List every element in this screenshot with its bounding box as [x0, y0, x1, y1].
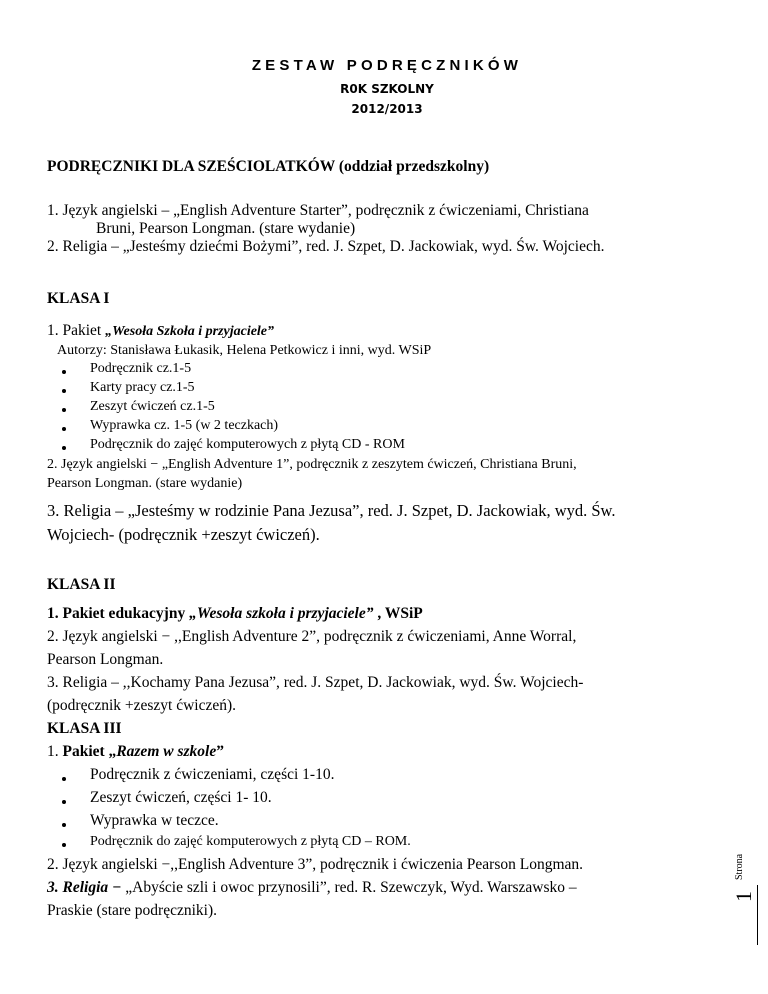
klasa2-item-3-cont: (podręcznik +zeszyt ćwiczeń).	[47, 697, 237, 714]
list-item: Zeszyt ćwiczeń cz.1-5	[90, 399, 215, 414]
klasa1-pakiet-title: „Wesoła Szkoła i przyjaciele”	[105, 324, 275, 339]
klasa3-pakiet-prefix: 1.	[47, 743, 63, 760]
klasa2-item-1-suffix: , WSiP	[373, 605, 423, 622]
bullet-icon	[62, 370, 66, 374]
klasa2-item-1-prefix: 1. Pakiet edukacyjny	[47, 605, 190, 622]
page-number: 1	[731, 891, 756, 902]
list-item: Podręcznik do zajęć komputerowych z płytą CD – ROM.	[90, 834, 411, 849]
list-item: Podręcznik do zajęć komputerowych z płytą CD - ROM	[90, 437, 405, 452]
preschool-item-2: 2. Religia – „Jesteśmy dziećmi Bożymi”, red. J. Szpet, D. Jackowiak, wyd. Św. Wojciech.	[47, 238, 605, 255]
klasa2-item-2-cont: Pearson Longman.	[47, 651, 164, 668]
klasa2-item-3: 3. Religia – ,,Kochamy Pana Jezusa”, red. J. Szpet, D. Jackowiak, wyd. Św. Wojciech-	[47, 674, 584, 691]
bullet-icon	[62, 777, 66, 781]
list-item: Wyprawka w teczce.	[90, 812, 219, 829]
klasa1-item-3: 3. Religia – „Jesteśmy w rodzinie Pana Jezusa”, red. J. Szpet, D. Jackowiak, wyd. Św.	[47, 501, 616, 520]
list-item: Podręcznik cz.1-5	[90, 361, 192, 376]
school-year-label: R0K SZKOLNY	[340, 82, 434, 96]
klasa1-item-2-cont: Pearson Longman. (stare wydanie)	[47, 476, 243, 491]
page-label: Strona	[734, 853, 745, 880]
klasa2-item-1	[47, 605, 737, 623]
bullet-icon	[62, 408, 66, 412]
klasa3-pakiet-close: ”	[216, 743, 224, 760]
bullet-icon	[62, 843, 66, 847]
preschool-item-1-cont: Bruni, Pearson Longman. (stare wydanie)	[96, 220, 356, 237]
bullet-icon	[62, 446, 66, 450]
klasa3-heading: KLASA III	[47, 720, 122, 737]
list-item: Wyprawka cz. 1-5 (w 2 teczkach)	[90, 418, 279, 433]
klasa1-item-3-cont: Wojciech- (podręcznik +zeszyt ćwiczeń).	[47, 525, 320, 544]
bullet-icon	[62, 823, 66, 827]
list-item: Podręcznik z ćwiczeniami, części 1-10.	[90, 766, 335, 783]
preschool-heading: PODRĘCZNIKI DLA SZEŚCIOLATKÓW (oddział przedszkolny)	[47, 158, 490, 175]
klasa3-pakiet-title: Razem w szkole	[116, 743, 217, 760]
klasa3-item-3-text: „Abyście szli i owoc przynosili”, red. R. Szewczyk, Wyd. Warszawsko –	[121, 879, 577, 896]
footer-divider	[757, 885, 758, 945]
list-item: Zeszyt ćwiczeń, części 1- 10.	[90, 789, 272, 806]
school-year: 2012/2013	[351, 102, 423, 116]
klasa1-authors: Autorzy: Stanisława Łukasik, Helena Petkowicz i inni, wyd. WSiP	[57, 343, 432, 358]
klasa2-item-1-title: „Wesoła szkoła i przyjaciele”	[189, 605, 374, 622]
klasa1-pakiet	[47, 322, 737, 341]
klasa3-item-3-cont: Praskie (stare podręczniki).	[47, 902, 218, 919]
klasa3-item-2: 2. Język angielski −,,English Adventure 3”, podręcznik i ćwiczenia Pearson Longman.	[47, 856, 584, 873]
klasa2-heading: KLASA II	[47, 576, 116, 593]
klasa3-item-3	[47, 879, 737, 897]
preschool-item-1: 1. Język angielski – „English Adventure Starter”, podręcznik z ćwiczeniami, Christiana	[47, 202, 589, 219]
bullet-icon	[62, 427, 66, 431]
klasa1-item-2: 2. Język angielski − „English Adventure 1”, podręcznik z zeszytem ćwiczeń, Christiana Bruni,	[47, 457, 577, 472]
document-title: ZESTAW PODRĘCZNIKÓW	[251, 57, 523, 74]
list-item: Karty pracy cz.1-5	[90, 380, 195, 395]
bullet-icon	[62, 800, 66, 804]
bullet-icon	[62, 389, 66, 393]
klasa1-heading: KLASA I	[47, 290, 110, 307]
klasa1-pakiet-prefix: 1. Pakiet	[47, 322, 106, 339]
klasa3-item-3-prefix: 3. Religia −	[47, 879, 122, 896]
klasa2-item-2: 2. Język angielski − ,,English Adventure 2”, podręcznik z ćwiczeniami, Anne Worral,	[47, 628, 577, 645]
klasa3-pakiet	[47, 743, 737, 761]
klasa3-pakiet-bold: Pakiet „	[62, 743, 117, 760]
